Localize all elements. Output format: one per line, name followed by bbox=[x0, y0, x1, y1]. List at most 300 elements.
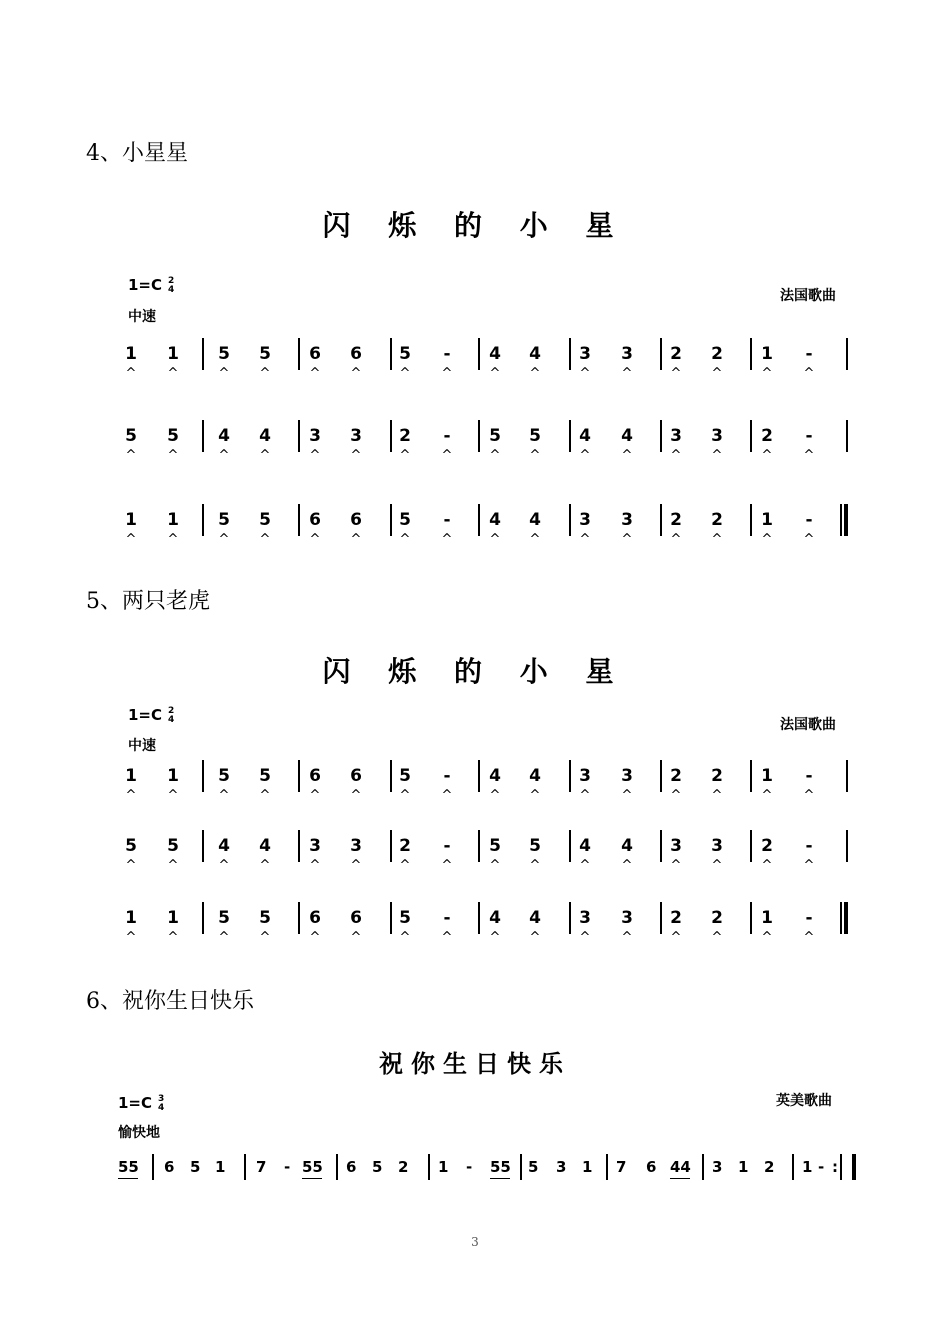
note: 2 bbox=[711, 908, 723, 928]
barline bbox=[606, 1154, 608, 1180]
dash-note: - bbox=[805, 426, 813, 446]
accent-mark: ^ bbox=[167, 858, 179, 873]
key-text: 1=C bbox=[118, 1094, 153, 1112]
note: 4 bbox=[621, 426, 633, 446]
note: 2 bbox=[764, 1158, 775, 1176]
key-text: 1=C bbox=[128, 276, 163, 294]
accent-mark: ^ bbox=[259, 448, 271, 463]
note: 5 bbox=[167, 836, 179, 856]
note: 4 bbox=[489, 510, 501, 530]
accent-mark: ^ bbox=[670, 858, 682, 873]
accent-mark: ^ bbox=[489, 930, 501, 945]
accent-mark: ^ bbox=[579, 532, 591, 547]
accent-mark: ^ bbox=[761, 930, 773, 945]
accent-mark: ^ bbox=[529, 532, 541, 547]
barline bbox=[298, 420, 300, 452]
note: 5 bbox=[372, 1158, 383, 1176]
accent-mark: ^ bbox=[441, 366, 453, 381]
accent-mark: ^ bbox=[350, 448, 362, 463]
dash-note: - bbox=[443, 344, 451, 364]
accent-mark: ^ bbox=[218, 532, 230, 547]
note: 1 bbox=[761, 510, 773, 530]
accent-mark: ^ bbox=[259, 788, 271, 803]
dash-note: - bbox=[805, 510, 813, 530]
tempo-2: 中速 bbox=[128, 738, 156, 754]
time-signature bbox=[168, 707, 174, 725]
barline bbox=[202, 338, 204, 370]
barline bbox=[202, 902, 204, 934]
accent-mark: ^ bbox=[761, 788, 773, 803]
barline bbox=[478, 760, 480, 792]
accent-mark: ^ bbox=[441, 930, 453, 945]
note: 1 bbox=[761, 766, 773, 786]
time-signature bbox=[168, 277, 174, 295]
barline bbox=[390, 338, 392, 370]
accent-mark: ^ bbox=[803, 858, 815, 873]
accent-mark: ^ bbox=[489, 448, 501, 463]
note: 55 bbox=[302, 1158, 323, 1176]
accent-mark: ^ bbox=[309, 532, 321, 547]
accent-mark: ^ bbox=[218, 788, 230, 803]
dash-note: - bbox=[805, 908, 813, 928]
note: 3 bbox=[712, 1158, 723, 1176]
composer-2: 法国歌曲 bbox=[780, 717, 836, 733]
key-text: 1=C bbox=[128, 706, 163, 724]
repeat-end-barline bbox=[840, 1154, 856, 1180]
note: 1 bbox=[125, 908, 137, 928]
accent-mark: ^ bbox=[309, 366, 321, 381]
accent-mark: ^ bbox=[218, 448, 230, 463]
accent-mark: ^ bbox=[711, 788, 723, 803]
accent-mark: ^ bbox=[399, 930, 411, 945]
accent-mark: ^ bbox=[803, 788, 815, 803]
barline bbox=[390, 504, 392, 536]
note: 5 bbox=[218, 908, 230, 928]
note: 3 bbox=[670, 426, 682, 446]
barline bbox=[298, 504, 300, 536]
heading-6: 6、祝你生日快乐 bbox=[86, 989, 254, 1014]
note: 3 bbox=[350, 426, 362, 446]
note: 1 bbox=[582, 1158, 593, 1176]
note: 2 bbox=[670, 510, 682, 530]
accent-mark: ^ bbox=[309, 448, 321, 463]
accent-mark: ^ bbox=[670, 930, 682, 945]
accent-mark: ^ bbox=[761, 366, 773, 381]
note: 6 bbox=[309, 510, 321, 530]
note: 2 bbox=[711, 510, 723, 530]
accent-mark: ^ bbox=[259, 858, 271, 873]
accent-mark: ^ bbox=[670, 532, 682, 547]
dash-note: - bbox=[284, 1158, 291, 1176]
barline bbox=[244, 1154, 246, 1180]
dash-note: - bbox=[443, 510, 451, 530]
barline bbox=[792, 1154, 794, 1180]
barline bbox=[660, 504, 662, 536]
note: 1 bbox=[738, 1158, 749, 1176]
accent-mark: ^ bbox=[218, 366, 230, 381]
barline bbox=[569, 338, 571, 370]
note: 1 bbox=[438, 1158, 449, 1176]
accent-mark: ^ bbox=[621, 788, 633, 803]
note: 4 bbox=[579, 836, 591, 856]
note: 5 bbox=[528, 1158, 539, 1176]
barline bbox=[478, 420, 480, 452]
note: 3 bbox=[621, 510, 633, 530]
accent-mark: ^ bbox=[621, 858, 633, 873]
note: 6 bbox=[350, 908, 362, 928]
tempo-3: 愉快地 bbox=[118, 1125, 160, 1141]
accent-mark: ^ bbox=[167, 532, 179, 547]
note: 1 bbox=[802, 1158, 813, 1176]
accent-mark: ^ bbox=[579, 788, 591, 803]
time-sig-top: 3 bbox=[158, 1093, 165, 1104]
barline bbox=[520, 1154, 522, 1180]
accent-mark: ^ bbox=[489, 788, 501, 803]
accent-mark: ^ bbox=[670, 448, 682, 463]
accent-mark: ^ bbox=[579, 858, 591, 873]
accent-mark: ^ bbox=[309, 858, 321, 873]
accent-mark: ^ bbox=[529, 930, 541, 945]
composer-3: 英美歌曲 bbox=[776, 1093, 832, 1109]
dash-note: - bbox=[443, 908, 451, 928]
dash-note: - bbox=[818, 1158, 825, 1176]
note: 3 bbox=[556, 1158, 567, 1176]
barline bbox=[478, 504, 480, 536]
note: 2 bbox=[670, 344, 682, 364]
note: 1 bbox=[167, 510, 179, 530]
dash-note: - bbox=[443, 426, 451, 446]
barline bbox=[569, 420, 571, 452]
accent-mark: ^ bbox=[218, 930, 230, 945]
note: 4 bbox=[489, 908, 501, 928]
barline bbox=[298, 830, 300, 862]
dash-note: - bbox=[805, 836, 813, 856]
note: 3 bbox=[309, 426, 321, 446]
barline bbox=[390, 902, 392, 934]
barline bbox=[390, 420, 392, 452]
song-title-3: 祝你生日快乐 bbox=[379, 1050, 571, 1078]
note: 5 bbox=[399, 766, 411, 786]
heading-5: 5、两只老虎 bbox=[86, 589, 210, 614]
note: 44 bbox=[670, 1158, 691, 1176]
note: 1 bbox=[761, 908, 773, 928]
note: 5 bbox=[399, 510, 411, 530]
dash-note: - bbox=[805, 344, 813, 364]
note: 2 bbox=[761, 426, 773, 446]
note: 4 bbox=[489, 344, 501, 364]
accent-mark: ^ bbox=[711, 858, 723, 873]
accent-mark: ^ bbox=[621, 366, 633, 381]
note: 5 bbox=[218, 766, 230, 786]
note: 5 bbox=[190, 1158, 201, 1176]
final-barline bbox=[840, 902, 848, 934]
note: 1 bbox=[125, 766, 137, 786]
note: 2 bbox=[399, 426, 411, 446]
barline bbox=[478, 902, 480, 934]
note: 4 bbox=[259, 836, 271, 856]
barline bbox=[390, 830, 392, 862]
score-row bbox=[0, 344, 950, 404]
composer-1: 法国歌曲 bbox=[780, 288, 836, 304]
note: 5 bbox=[218, 344, 230, 364]
note: 5 bbox=[218, 510, 230, 530]
heading-4: 4、小星星 bbox=[86, 141, 188, 166]
note: 55 bbox=[118, 1158, 139, 1176]
barline bbox=[750, 902, 752, 934]
time-sig-bottom: 4 bbox=[158, 1102, 165, 1113]
score-row bbox=[0, 510, 950, 570]
accent-mark: ^ bbox=[218, 858, 230, 873]
note: 6 bbox=[309, 766, 321, 786]
barline bbox=[750, 338, 752, 370]
final-barline bbox=[840, 504, 848, 536]
accent-mark: ^ bbox=[579, 366, 591, 381]
accent-mark: ^ bbox=[670, 788, 682, 803]
accent-mark: ^ bbox=[579, 930, 591, 945]
barline bbox=[569, 902, 571, 934]
accent-mark: ^ bbox=[441, 788, 453, 803]
song-title-1: 闪 烁 的 小 星 bbox=[322, 209, 628, 242]
accent-mark: ^ bbox=[167, 788, 179, 803]
barline bbox=[390, 760, 392, 792]
score-row bbox=[0, 836, 950, 896]
dash-note: - bbox=[443, 766, 451, 786]
barline bbox=[660, 420, 662, 452]
accent-mark: ^ bbox=[399, 448, 411, 463]
accent-mark: ^ bbox=[399, 366, 411, 381]
barline bbox=[202, 420, 204, 452]
accent-mark: ^ bbox=[711, 532, 723, 547]
accent-mark: ^ bbox=[761, 858, 773, 873]
barline bbox=[298, 760, 300, 792]
barline bbox=[660, 830, 662, 862]
note: 3 bbox=[711, 426, 723, 446]
barline bbox=[750, 830, 752, 862]
note: 4 bbox=[529, 510, 541, 530]
accent-mark: ^ bbox=[350, 858, 362, 873]
accent-mark: ^ bbox=[125, 930, 137, 945]
barline bbox=[660, 760, 662, 792]
accent-mark: ^ bbox=[621, 532, 633, 547]
underline-beam bbox=[302, 1178, 322, 1179]
key-signature-1 bbox=[128, 276, 174, 295]
note: 2 bbox=[711, 344, 723, 364]
barline bbox=[478, 338, 480, 370]
note: 6 bbox=[346, 1158, 357, 1176]
barline bbox=[846, 420, 848, 452]
song-title-2: 闪 烁 的 小 星 bbox=[322, 655, 628, 688]
barline bbox=[660, 902, 662, 934]
note: 3 bbox=[621, 766, 633, 786]
accent-mark: ^ bbox=[259, 366, 271, 381]
accent-mark: ^ bbox=[167, 366, 179, 381]
time-signature bbox=[158, 1095, 164, 1113]
birthday-melody bbox=[0, 1158, 950, 1188]
note: 3 bbox=[711, 836, 723, 856]
accent-mark: ^ bbox=[803, 532, 815, 547]
note: 1 bbox=[167, 766, 179, 786]
accent-mark: ^ bbox=[167, 448, 179, 463]
barline bbox=[750, 504, 752, 536]
barline bbox=[336, 1154, 338, 1180]
note: 1 bbox=[167, 908, 179, 928]
note: 6 bbox=[646, 1158, 657, 1176]
note: 4 bbox=[529, 766, 541, 786]
barline bbox=[569, 504, 571, 536]
note: 6 bbox=[350, 344, 362, 364]
barline bbox=[152, 1154, 154, 1180]
accent-mark: ^ bbox=[125, 532, 137, 547]
note: 4 bbox=[579, 426, 591, 446]
note: 3 bbox=[579, 344, 591, 364]
note: 7 bbox=[256, 1158, 267, 1176]
note: 2 bbox=[399, 836, 411, 856]
note: 1 bbox=[125, 510, 137, 530]
key-signature-3 bbox=[118, 1094, 164, 1113]
accent-mark: ^ bbox=[125, 448, 137, 463]
note: 5 bbox=[259, 510, 271, 530]
accent-mark: ^ bbox=[803, 930, 815, 945]
score-row bbox=[0, 908, 950, 968]
note: 3 bbox=[621, 344, 633, 364]
accent-mark: ^ bbox=[803, 448, 815, 463]
accent-mark: ^ bbox=[441, 448, 453, 463]
accent-mark: ^ bbox=[399, 532, 411, 547]
note: 5 bbox=[259, 908, 271, 928]
accent-mark: ^ bbox=[711, 366, 723, 381]
note: 55 bbox=[490, 1158, 511, 1176]
note: 4 bbox=[218, 426, 230, 446]
note: 5 bbox=[125, 836, 137, 856]
barline bbox=[202, 504, 204, 536]
accent-mark: ^ bbox=[529, 858, 541, 873]
note: 4 bbox=[489, 766, 501, 786]
note: 4 bbox=[259, 426, 271, 446]
note: 2 bbox=[761, 836, 773, 856]
dash-note: - bbox=[805, 766, 813, 786]
accent-mark: ^ bbox=[350, 930, 362, 945]
note: 7 bbox=[616, 1158, 627, 1176]
accent-mark: ^ bbox=[350, 788, 362, 803]
accent-mark: ^ bbox=[259, 532, 271, 547]
accent-mark: ^ bbox=[125, 788, 137, 803]
accent-mark: ^ bbox=[711, 448, 723, 463]
note: 5 bbox=[399, 908, 411, 928]
accent-mark: ^ bbox=[399, 788, 411, 803]
time-sig-top: 2 bbox=[168, 705, 175, 716]
time-sig-top: 2 bbox=[168, 275, 175, 286]
note: 6 bbox=[350, 766, 362, 786]
accent-mark: ^ bbox=[399, 858, 411, 873]
underline-beam bbox=[118, 1178, 138, 1179]
accent-mark: ^ bbox=[489, 858, 501, 873]
note: 1 bbox=[761, 344, 773, 364]
note: 6 bbox=[350, 510, 362, 530]
key-signature-2 bbox=[128, 706, 174, 725]
underline-beam bbox=[490, 1178, 510, 1179]
barline bbox=[202, 830, 204, 862]
accent-mark: ^ bbox=[803, 366, 815, 381]
accent-mark: ^ bbox=[621, 930, 633, 945]
accent-mark: ^ bbox=[167, 930, 179, 945]
barline bbox=[846, 830, 848, 862]
score-row bbox=[0, 766, 950, 826]
note: 3 bbox=[350, 836, 362, 856]
note: 5 bbox=[167, 426, 179, 446]
note: 3 bbox=[579, 766, 591, 786]
barline bbox=[660, 338, 662, 370]
accent-mark: ^ bbox=[309, 788, 321, 803]
accent-mark: ^ bbox=[489, 366, 501, 381]
note: 3 bbox=[621, 908, 633, 928]
barline bbox=[298, 338, 300, 370]
repeat-dots: : bbox=[832, 1158, 838, 1176]
note: 5 bbox=[529, 426, 541, 446]
barline bbox=[702, 1154, 704, 1180]
accent-mark: ^ bbox=[441, 858, 453, 873]
accent-mark: ^ bbox=[309, 930, 321, 945]
accent-mark: ^ bbox=[529, 788, 541, 803]
note: 6 bbox=[309, 908, 321, 928]
barline bbox=[298, 902, 300, 934]
note: 1 bbox=[167, 344, 179, 364]
note: 2 bbox=[711, 766, 723, 786]
accent-mark: ^ bbox=[761, 448, 773, 463]
accent-mark: ^ bbox=[579, 448, 591, 463]
tempo-1: 中速 bbox=[128, 309, 156, 325]
note: 5 bbox=[125, 426, 137, 446]
barline bbox=[750, 420, 752, 452]
accent-mark: ^ bbox=[259, 930, 271, 945]
underline-beam bbox=[670, 1178, 690, 1179]
note: 5 bbox=[399, 344, 411, 364]
note: 4 bbox=[529, 344, 541, 364]
accent-mark: ^ bbox=[125, 858, 137, 873]
accent-mark: ^ bbox=[350, 532, 362, 547]
accent-mark: ^ bbox=[761, 532, 773, 547]
accent-mark: ^ bbox=[529, 448, 541, 463]
note: 2 bbox=[670, 908, 682, 928]
note: 3 bbox=[579, 908, 591, 928]
note: 6 bbox=[164, 1158, 175, 1176]
note: 3 bbox=[579, 510, 591, 530]
barline bbox=[846, 338, 848, 370]
accent-mark: ^ bbox=[441, 532, 453, 547]
barline bbox=[569, 830, 571, 862]
barline bbox=[750, 760, 752, 792]
note: 3 bbox=[309, 836, 321, 856]
score-row bbox=[0, 426, 950, 486]
accent-mark: ^ bbox=[670, 366, 682, 381]
accent-mark: ^ bbox=[529, 366, 541, 381]
note: 4 bbox=[218, 836, 230, 856]
note: 2 bbox=[398, 1158, 409, 1176]
note: 4 bbox=[621, 836, 633, 856]
accent-mark: ^ bbox=[489, 532, 501, 547]
barline bbox=[478, 830, 480, 862]
barline bbox=[569, 760, 571, 792]
barline bbox=[202, 760, 204, 792]
note: 6 bbox=[309, 344, 321, 364]
accent-mark: ^ bbox=[350, 366, 362, 381]
note: 4 bbox=[529, 908, 541, 928]
page-number: 3 bbox=[471, 1235, 479, 1249]
note: 1 bbox=[125, 344, 137, 364]
time-sig-bottom: 4 bbox=[168, 284, 175, 295]
note: 5 bbox=[489, 426, 501, 446]
note: 3 bbox=[670, 836, 682, 856]
note: 5 bbox=[489, 836, 501, 856]
